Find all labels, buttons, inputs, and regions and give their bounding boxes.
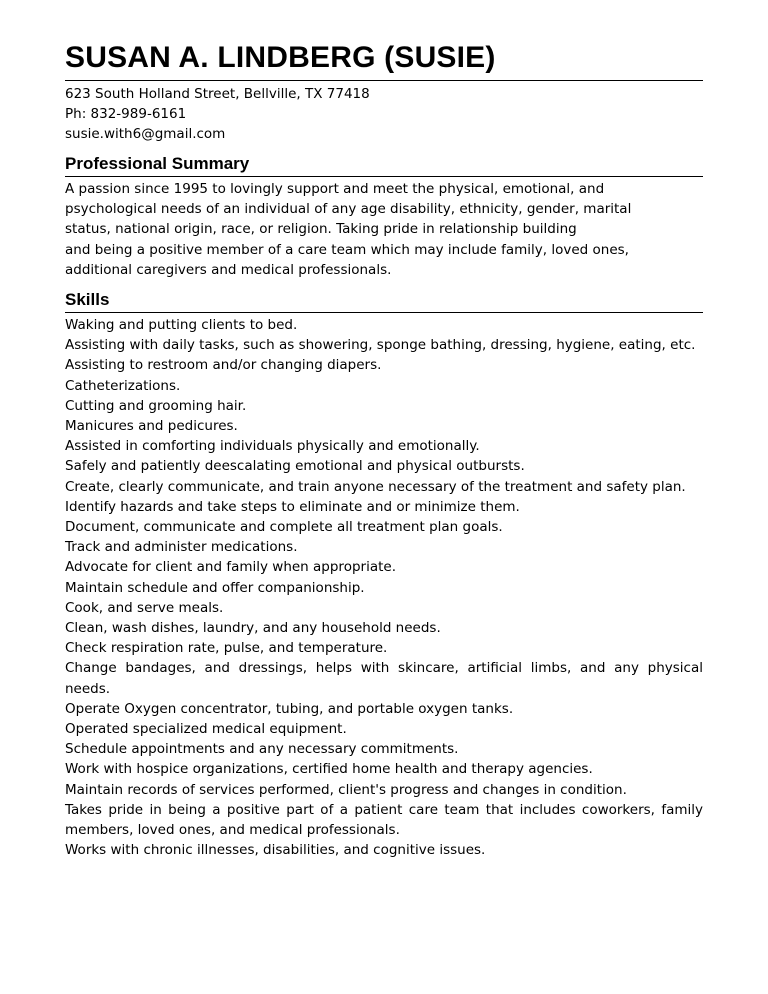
skill-item: Manicures and pedicures.	[65, 418, 238, 435]
skill-item: Document, communicate and complete all treatment plan goals.	[65, 519, 503, 536]
skill-item: Cutting and grooming hair.	[65, 397, 247, 414]
skill-item: Assisting with daily tasks, such as showering, sponge bathing, dressing, hygiene, eating, etc.	[65, 337, 696, 354]
skill-item: Operated specialized medical equipment.	[65, 721, 347, 738]
contact-block	[65, 84, 703, 144]
skill-item: Assisting to restroom and/or changing diapers.	[65, 357, 382, 374]
summary-line: psychological needs of an individual of any age disability, ethnicity, gender, marital	[65, 201, 632, 218]
skill-item: Takes pride in being a positive part of a patient care team that includes coworkers, family members, loved ones, and medical professionals.	[65, 801, 703, 839]
skill-item: Check respiration rate, pulse, and temperature.	[65, 640, 388, 657]
skill-item: Advocate for client and family when appropriate.	[65, 559, 396, 576]
resume-page	[65, 40, 703, 861]
skill-item: Catheterizations.	[65, 377, 181, 394]
skill-item: Clean, wash dishes, laundry, and any household needs.	[65, 620, 441, 637]
skill-item: Maintain records of services performed, client's progress and changes in condition.	[65, 781, 627, 798]
summary-line: status, national origin, race, or religion. Taking pride in relationship building	[65, 221, 577, 238]
skill-item: Maintain schedule and offer companionship.	[65, 579, 365, 596]
summary-line: additional caregivers and medical professionals.	[65, 261, 392, 278]
skill-item: Waking and putting clients to bed.	[65, 317, 298, 334]
summary-section	[65, 154, 703, 280]
email: susie.with6@gmail.com	[65, 126, 226, 142]
skills-heading: Skills	[65, 290, 703, 313]
phone: Ph: 832-989-6161	[65, 106, 187, 122]
skill-item: Change bandages, and dressings, helps with skincare, artificial limbs, and any physical needs.	[65, 660, 703, 697]
skills-list	[65, 315, 703, 860]
skill-item: Safely and patiently deescalating emotional and physical outbursts.	[65, 458, 525, 475]
skill-item: Works with chronic illnesses, disabilities, and cognitive issues.	[65, 842, 486, 859]
skill-item: Work with hospice organizations, certified home health and therapy agencies.	[65, 761, 593, 778]
summary-line: A passion since 1995 to lovingly support and meet the physical, emotional, and	[65, 181, 605, 197]
summary-heading: Professional Summary	[65, 154, 703, 177]
address: 623 South Holland Street, Bellville, TX 77418	[65, 86, 370, 102]
skill-item: Assisted in comforting individuals physically and emotionally.	[65, 438, 480, 455]
skill-item: Cook, and serve meals.	[65, 599, 224, 616]
skill-item: Track and administer medications.	[65, 539, 298, 556]
skill-item: Identify hazards and take steps to eliminate and or minimize them.	[65, 498, 520, 515]
skills-section	[65, 290, 703, 860]
summary-text	[65, 179, 703, 280]
candidate-name: SUSAN A. LINDBERG (SUSIE)	[65, 40, 703, 81]
skill-item: Operate Oxygen concentrator, tubing, and portable oxygen tanks.	[65, 700, 514, 717]
skill-item: Create, clearly communicate, and train anyone necessary of the treatment and safety plan.	[65, 478, 686, 495]
skill-item: Schedule appointments and any necessary commitments.	[65, 741, 459, 758]
summary-line: and being a positive member of a care team which may include family, loved ones,	[65, 241, 629, 258]
